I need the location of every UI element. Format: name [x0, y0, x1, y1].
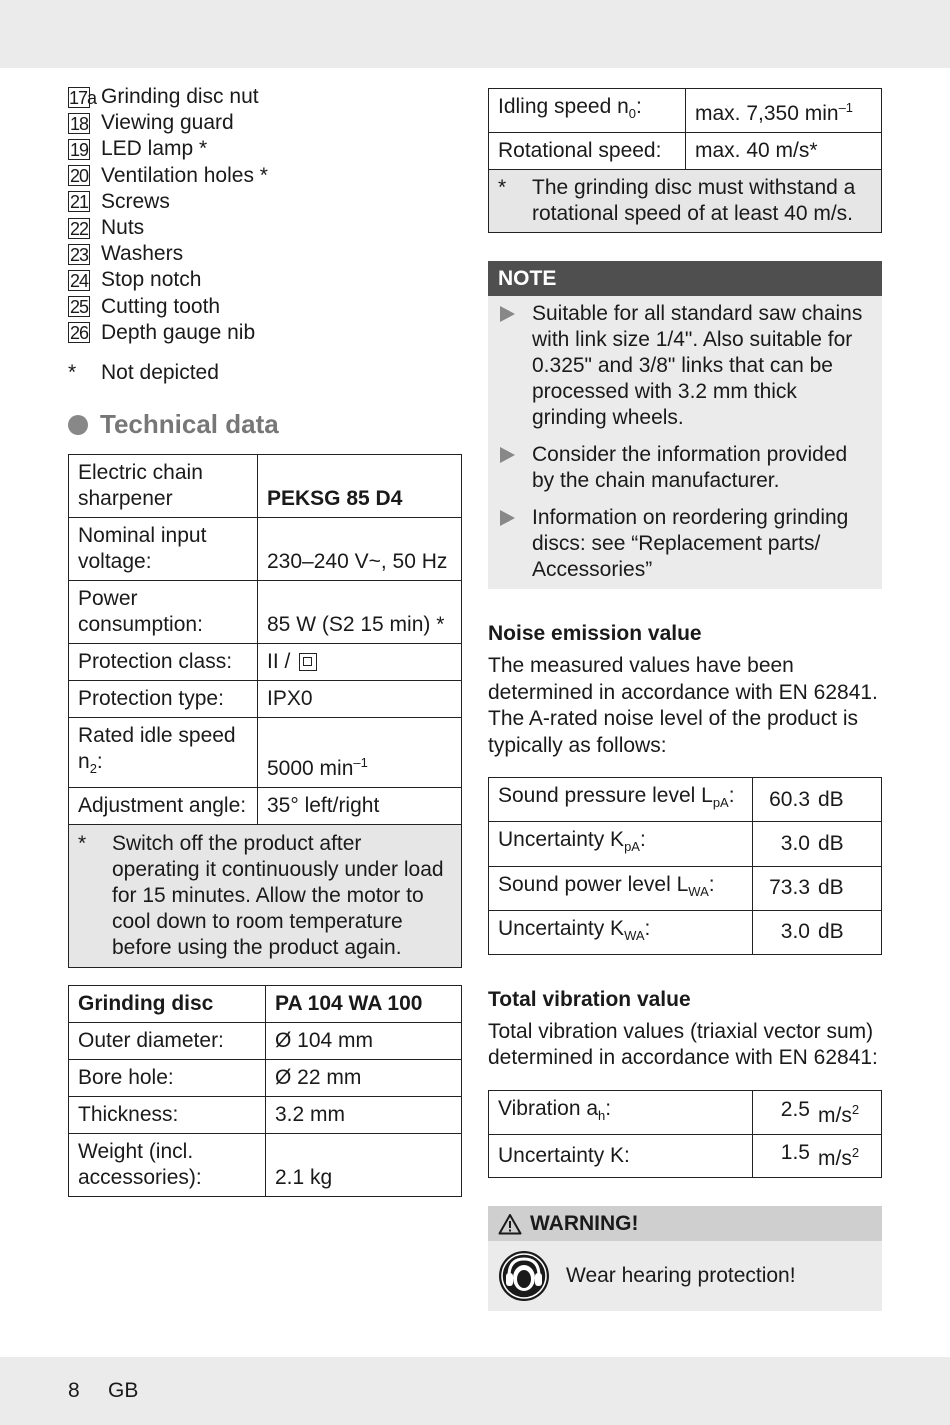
row-label: Outer diameter: — [69, 1023, 266, 1060]
table-row — [69, 1097, 462, 1134]
part-number-box: 26 — [69, 323, 89, 344]
row-value — [753, 1090, 882, 1134]
table-row — [489, 1135, 882, 1178]
value-unit: dB — [818, 831, 844, 855]
value-number: 1.5 — [780, 1141, 810, 1165]
list-item — [68, 136, 462, 162]
row-label: Uncertainty K: — [489, 1135, 753, 1178]
row-value: Ø 22 mm — [266, 1060, 462, 1097]
row-label: Electric chain sharpener — [69, 454, 258, 517]
row-label — [489, 89, 686, 133]
header-label: Grinding disc — [69, 986, 266, 1023]
note-text: Consider the information provided by the chain manufacturer. — [532, 443, 848, 493]
footer-band — [0, 1357, 950, 1425]
noise-table — [488, 777, 882, 955]
table-row — [69, 1060, 462, 1097]
row-value — [753, 910, 882, 954]
not-depicted-note — [68, 360, 462, 386]
list-item — [68, 189, 462, 215]
label-text: Uncertainty K — [498, 828, 625, 852]
row-value: 85 W (S2 15 min) * — [258, 580, 462, 643]
part-number-box: 17a — [69, 87, 97, 108]
section-heading — [68, 408, 462, 442]
table-row — [69, 680, 462, 717]
heading-bullet-icon — [68, 415, 88, 435]
list-item — [68, 84, 462, 110]
row-value: 3.2 mm — [266, 1097, 462, 1134]
hearing-protection-icon — [498, 1250, 550, 1302]
label-text: Uncertainty K — [498, 916, 625, 940]
footnote-text: Not depicted — [101, 360, 219, 384]
part-number-box: 25 — [69, 297, 89, 318]
table-row — [489, 89, 882, 133]
row-label: Thickness: — [69, 1097, 266, 1134]
row-label: Power consumption: — [69, 580, 258, 643]
label-tail: : — [644, 916, 651, 940]
paragraph: The measured values have been determined in accordance with EN 62841. The A-rated noise level of the product is typically as follows: — [488, 654, 878, 757]
noise-section — [488, 621, 882, 955]
table-row — [69, 788, 462, 825]
section-title-text: Technical data — [100, 409, 279, 440]
note-list — [488, 296, 882, 589]
label-subscript: pA — [712, 795, 729, 811]
subsection-title: Noise emission value — [488, 622, 702, 646]
table-row — [69, 643, 462, 680]
table-header-row — [69, 986, 462, 1023]
row-label — [69, 717, 258, 787]
part-label: Depth gauge nib — [101, 320, 256, 344]
label-tail: : — [605, 1096, 612, 1120]
table-footnote-row — [69, 825, 462, 968]
row-label — [489, 866, 753, 910]
unit-text: m/s — [818, 1103, 852, 1127]
vibration-section — [488, 987, 882, 1178]
part-number-box: 23 — [69, 244, 89, 265]
row-label — [489, 778, 753, 822]
value-unit: dB — [818, 876, 844, 900]
row-value: 230–240 V~, 50 Hz — [258, 517, 462, 580]
table-row — [69, 580, 462, 643]
value-superscript: –1 — [838, 99, 854, 115]
row-value — [686, 89, 882, 133]
part-number-box: 20 — [69, 166, 89, 187]
label-text: Sound pressure level L — [498, 784, 713, 808]
label-subscript: 0 — [628, 106, 637, 122]
value-number: 3.0 — [780, 920, 810, 944]
note-box — [488, 261, 882, 589]
list-item — [498, 505, 874, 583]
value-superscript: –1 — [353, 755, 368, 771]
part-label: Stop notch — [101, 268, 202, 292]
triangle-bullet-icon — [500, 510, 515, 526]
row-value: 35° left/right — [258, 788, 462, 825]
row-label: Adjustment angle: — [69, 788, 258, 825]
row-value — [753, 778, 882, 822]
table-row — [69, 517, 462, 580]
footnote-star: * — [498, 176, 507, 200]
value-number: 73.3 — [769, 876, 810, 900]
label-text: Rated idle speed n — [78, 723, 236, 773]
row-value: IPX0 — [258, 680, 462, 717]
value-text: max. 7,350 min — [695, 101, 839, 125]
part-label: LED lamp * — [101, 137, 208, 161]
table-row — [489, 778, 882, 822]
label-tail: : — [636, 95, 642, 118]
label-tail: : — [96, 749, 103, 773]
row-label: Protection class: — [69, 643, 258, 680]
label-tail: : — [728, 784, 735, 808]
unit-superscript: 2 — [851, 1101, 860, 1117]
triangle-bullet-icon — [500, 306, 515, 322]
note-text: Information on reordering grinding discs: see “Replacement parts/ Accessories” — [532, 506, 849, 582]
row-value — [753, 866, 882, 910]
footnote-text: Switch off the product after operating it continuously under load for 15 minutes. Allow the motor to cool down to room temperature before using the product again. — [112, 832, 444, 960]
value-number: 60.3 — [769, 787, 810, 811]
row-label: Nominal input voltage: — [69, 517, 258, 580]
table-footnote-cell — [489, 170, 882, 233]
right-column — [488, 88, 882, 1311]
triangle-bullet-icon — [500, 447, 515, 463]
part-label: Viewing guard — [101, 111, 234, 135]
value-unit — [810, 1097, 872, 1129]
header-value: PA 104 WA 100 — [266, 986, 462, 1023]
row-label: Weight (incl. accessories): — [69, 1134, 266, 1197]
warning-message: Wear hearing protection! — [566, 1264, 796, 1288]
row-label: Protection type: — [69, 680, 258, 717]
label-subscript: pA — [624, 839, 640, 855]
top-band — [0, 0, 950, 68]
table-row — [489, 1090, 882, 1134]
subsection-title: Total vibration value — [488, 987, 691, 1011]
row-label — [489, 1090, 753, 1134]
warning-message-row — [488, 1241, 882, 1311]
protection-class-text: II / — [267, 649, 291, 673]
grinding-disc-table — [68, 985, 462, 1197]
warning-box — [488, 1206, 882, 1311]
list-item — [68, 215, 462, 241]
left-column — [68, 84, 462, 1197]
unit-superscript: 2 — [851, 1145, 860, 1161]
row-value — [753, 1135, 882, 1178]
row-value: 2.1 kg — [266, 1134, 462, 1197]
label-text: Idling speed n — [498, 95, 629, 118]
value-unit — [810, 1140, 872, 1172]
part-number-box: 22 — [69, 218, 89, 239]
list-item — [498, 301, 874, 431]
table-row — [489, 910, 882, 954]
speed-table — [488, 88, 882, 233]
label-subscript: h — [598, 1108, 606, 1124]
footnote-star: * — [78, 832, 87, 856]
label-text: Sound power level L — [498, 872, 689, 896]
parts-list — [68, 84, 462, 346]
table-row — [69, 1134, 462, 1197]
part-number-box: 18 — [69, 113, 89, 134]
row-value — [753, 822, 882, 866]
vibration-table — [488, 1090, 882, 1178]
warning-title: WARNING! — [530, 1211, 639, 1235]
part-label: Washers — [101, 242, 184, 266]
table-footnote-cell — [69, 825, 462, 968]
protection-class-ii-icon — [299, 653, 317, 671]
part-label: Cutting tooth — [101, 294, 221, 318]
unit-text: m/s — [818, 1147, 852, 1171]
row-label — [489, 822, 753, 866]
table-row — [69, 717, 462, 787]
part-number-box: 24 — [69, 270, 89, 291]
table-footnote-row — [489, 170, 882, 233]
label-tail: : — [639, 828, 646, 852]
list-item — [68, 110, 462, 136]
row-value: PEKSG 85 D4 — [258, 454, 462, 517]
part-label: Ventilation holes * — [101, 163, 268, 187]
language-code: GB — [108, 1379, 139, 1402]
label-text: Vibration a — [498, 1096, 599, 1120]
table-row — [489, 866, 882, 910]
part-number-box: 19 — [69, 139, 89, 160]
table-row — [69, 454, 462, 517]
part-label: Screws — [101, 189, 170, 213]
footnote-text: The grinding disc must withstand a rotational speed of at least 40 m/s. — [532, 176, 856, 226]
label-subscript: WA — [688, 883, 709, 899]
table-row — [489, 822, 882, 866]
row-value — [258, 643, 462, 680]
list-item — [68, 267, 462, 293]
label-tail: : — [708, 872, 715, 896]
value-text: 5000 min — [267, 757, 354, 781]
list-item — [68, 294, 462, 320]
row-label: Bore hole: — [69, 1060, 266, 1097]
list-item — [498, 442, 874, 494]
page-number: 8 — [68, 1379, 80, 1402]
footnote-star: * — [68, 360, 77, 384]
row-value: max. 40 m/s* — [686, 133, 882, 170]
part-number-box: 21 — [69, 192, 89, 213]
table-row — [69, 1023, 462, 1060]
label-subscript: WA — [624, 927, 645, 943]
label-subscript: 2 — [89, 761, 97, 777]
warning-header — [488, 1206, 882, 1241]
value-number: 3.0 — [780, 831, 810, 855]
value-unit: dB — [818, 920, 844, 944]
warning-triangle-icon — [498, 1213, 522, 1235]
paragraph: Total vibration values (triaxial vector sum) determined in accordance with EN 62841: — [488, 1019, 878, 1070]
row-value: Ø 104 mm — [266, 1023, 462, 1060]
note-text: Suitable for all standard saw chains with link size 1/4". Also suitable for 0.325" and 3/8" links that can be processed with 3.2 mm thick grinding wheels. — [532, 302, 863, 430]
value-number: 2.5 — [780, 1097, 810, 1121]
part-label: Grinding disc nut — [101, 85, 259, 109]
list-item — [68, 241, 462, 267]
table-row — [489, 133, 882, 170]
technical-data-table — [68, 454, 462, 968]
value-unit: dB — [818, 787, 844, 811]
note-box-title: NOTE — [488, 261, 882, 296]
list-item — [68, 320, 462, 346]
part-label: Nuts — [101, 216, 145, 240]
list-item — [68, 163, 462, 189]
row-value — [258, 717, 462, 787]
row-label: Rotational speed: — [489, 133, 686, 170]
row-label — [489, 910, 753, 954]
